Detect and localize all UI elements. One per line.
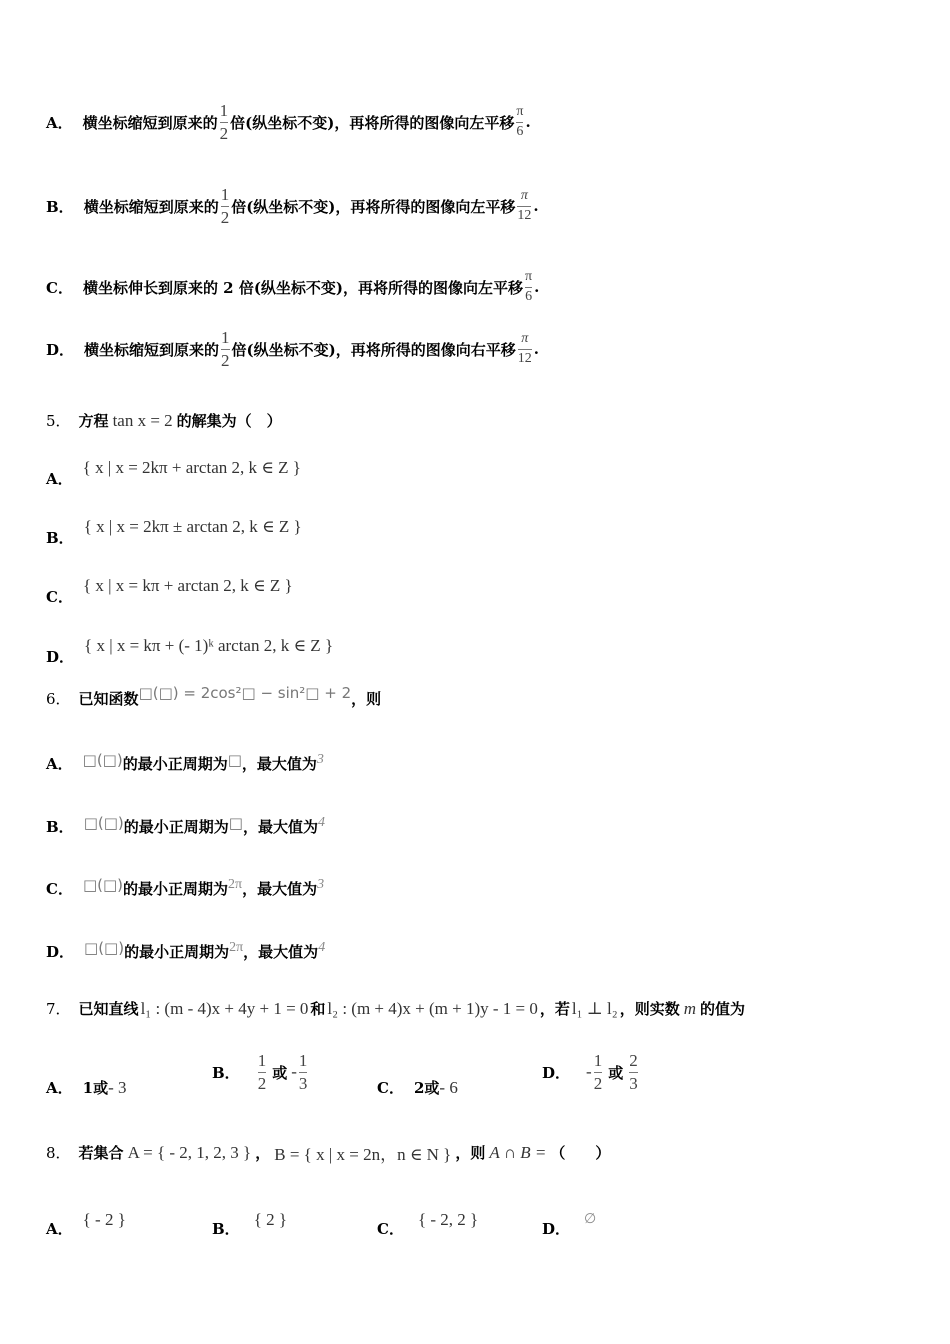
option-label: B． [212, 1220, 240, 1238]
q5-option-b [46, 505, 302, 548]
option-label: A． [46, 1220, 73, 1238]
set-expression: { x | x = kπ + (- 1)ᵏ arctan 2, k ∈ Z } [84, 635, 334, 655]
minus-sign: - [586, 1062, 592, 1082]
q7-option-c [377, 1077, 458, 1098]
fraction-half: $\frac{1}{2}$ [219, 101, 229, 143]
function-symbol: □(□) [82, 875, 124, 894]
function-symbol: □(□) [84, 938, 125, 957]
option-text: 的最小正周期为 [123, 818, 229, 836]
set-value: { 2 } [253, 1209, 288, 1229]
q6-option-b [46, 813, 325, 837]
answer-paren: （ ） [550, 1144, 611, 1162]
q5-stem [46, 410, 282, 431]
comma: ， [255, 1144, 271, 1162]
q7-option-b [212, 1052, 309, 1093]
q8-option-a [46, 1200, 126, 1239]
option-text: 横坐标缩短到原来的 [83, 197, 219, 216]
option-label: C． [46, 278, 73, 297]
option-text: 横坐标伸长到原来的 2 倍(纵坐标不变)，再将所得的图像向左平移 [82, 278, 524, 297]
option-label: D． [542, 1063, 571, 1082]
max-value: 4 [318, 939, 326, 955]
question-number: 5． [46, 412, 71, 430]
fraction-2: $\frac{1}{3}$ [298, 1051, 308, 1093]
or-text: 或 [93, 1079, 109, 1097]
option-label: B． [46, 529, 74, 547]
perpendicular-condition: l₁ ⊥ l₂ [571, 998, 618, 1018]
option-label: C． [46, 880, 73, 898]
period-mark: . [533, 340, 539, 359]
stem-text: 已知函数 [78, 690, 139, 708]
option-text-2: ，最大值为 [241, 755, 317, 773]
set-expression: { x | x = 2kπ + arctan 2, k ∈ Z } [82, 457, 301, 477]
q8-option-b [212, 1200, 287, 1239]
set-value: { - 2, 2 } [417, 1209, 479, 1229]
function-symbol: □(□) [83, 813, 124, 832]
period-mark: . [525, 113, 531, 132]
fraction-half: $\frac{1}{2}$ [220, 185, 230, 227]
fraction-1: $\frac{1}{2}$ [593, 1051, 603, 1093]
max-value: 3 [316, 751, 324, 767]
value-a: 2 [413, 1078, 425, 1097]
set-value: { - 2 } [82, 1209, 126, 1229]
q7-option-a [46, 1077, 127, 1098]
variable-m: m [683, 998, 697, 1018]
stem-text: 已知直线 [78, 1000, 139, 1018]
empty-set-symbol: ∅ [584, 1212, 597, 1227]
option-text: 的最小正周期为 [123, 880, 229, 898]
q5-option-c [46, 564, 293, 607]
period-value: □ [228, 813, 243, 832]
q6-option-a [46, 750, 324, 774]
option-text-2: ，最大值为 [242, 818, 318, 836]
stem-math: □(□) = 2cos²□ − sin²□ + 2 [138, 683, 352, 702]
option-text: 的最小正周期为 [122, 755, 228, 773]
period-value: 2π [228, 876, 243, 892]
q7-option-d [542, 1052, 640, 1093]
period-mark: . [533, 197, 539, 216]
or-text: 或 [424, 1079, 440, 1097]
stem-text-after: ，则 [455, 1144, 486, 1162]
option-text: 的最小正周期为 [124, 943, 230, 961]
option-label: D． [542, 1220, 571, 1238]
q4-option-a [46, 102, 531, 143]
option-text-2: ，最大值为 [242, 880, 318, 898]
option-label: D． [46, 943, 75, 961]
option-text-after: 倍(纵坐标不变)，再将所得的图像向左平移 [231, 197, 516, 216]
and-text: 和 [310, 1000, 326, 1018]
option-label: B． [46, 818, 74, 836]
or-text: 或 [608, 1063, 624, 1082]
fraction-shift: $\frac{\pi}{12}$ [517, 331, 532, 366]
option-label: A． [46, 1079, 73, 1097]
question-number: 7． [46, 1000, 71, 1018]
q6-stem [46, 683, 382, 709]
q8-option-d [542, 1200, 596, 1239]
value-b: - 3 [108, 1077, 127, 1097]
set-expression: { x | x = 2kπ ± arctan 2, k ∈ Z } [83, 516, 302, 536]
option-label: D． [46, 648, 75, 666]
option-text-after: 倍(纵坐标不变)，再将所得的图像向右平移 [231, 340, 516, 359]
q5-option-d [46, 624, 333, 667]
fraction-shift: $\frac{\pi}{6}$ [525, 269, 533, 304]
option-label: C． [377, 1079, 404, 1097]
or-text: 或 [272, 1063, 288, 1082]
stem-text-after: ，则实数 [619, 1000, 680, 1018]
q5-option-a [46, 446, 301, 489]
option-text: 横坐标缩短到原来的 [84, 340, 220, 359]
fraction-1: $\frac{1}{2}$ [257, 1051, 267, 1093]
function-symbol: □(□) [82, 750, 123, 769]
fraction-shift: $\frac{\pi}{12}$ [517, 188, 532, 223]
option-label: B． [46, 197, 74, 216]
option-label: C． [377, 1220, 404, 1238]
option-label: D． [46, 340, 75, 359]
q4-option-b [46, 186, 539, 227]
line-l2: l₂ : (m + 4)x + (m + 1)y - 1 = 0 [327, 998, 538, 1018]
q6-option-c [46, 875, 325, 899]
value-a: 1 [82, 1078, 94, 1097]
set-a: A = { - 2, 1, 2, 3 } [127, 1142, 252, 1162]
fraction-2: $\frac{2}{3}$ [629, 1051, 638, 1093]
option-label: C． [46, 588, 73, 606]
q6-option-d [46, 938, 326, 962]
option-label: A． [46, 470, 73, 488]
period-value: □ [227, 750, 242, 769]
period-value: 2π [229, 939, 244, 955]
stem-math: tan x = 2 [112, 410, 173, 430]
period-mark: . [534, 278, 540, 297]
cond-prefix: ，若 [539, 1000, 570, 1018]
max-value: 3 [317, 876, 325, 892]
option-label: A． [46, 755, 73, 773]
stem-end: 的值为 [700, 1000, 746, 1018]
option-text: 横坐标缩短到原来的 [82, 113, 218, 132]
option-label: A． [46, 113, 73, 132]
stem-text-after: 的解集为（ ） [176, 412, 282, 430]
q4-option-d [46, 329, 539, 370]
q4-option-c [46, 270, 539, 304]
question-number: 6． [46, 690, 71, 708]
stem-text: 方程 [78, 412, 109, 430]
option-label: B． [212, 1063, 240, 1082]
max-value: 4 [317, 814, 325, 830]
q7-stem [46, 998, 745, 1019]
option-text-2: ，最大值为 [243, 943, 319, 961]
fraction-shift: $\frac{\pi}{6}$ [516, 104, 524, 139]
set-b: B = { x | x = 2n，n ∈ N } [274, 1145, 452, 1164]
intersection-expression: A ∩ B = [489, 1142, 547, 1162]
q8-stem [46, 1140, 610, 1165]
question-number: 8． [46, 1144, 71, 1162]
q8-option-c [377, 1200, 478, 1239]
stem-text-after: ，则 [351, 690, 382, 708]
option-text-after: 倍(纵坐标不变)，再将所得的图像向左平移 [230, 113, 515, 132]
minus-sign: - [291, 1062, 297, 1082]
value-b: - 6 [439, 1077, 458, 1097]
fraction-half: $\frac{1}{2}$ [221, 328, 230, 370]
set-expression: { x | x = kπ + arctan 2, k ∈ Z } [82, 575, 293, 595]
line-l1: l₁ : (m - 4)x + 4y + 1 = 0 [140, 998, 309, 1018]
stem-text: 若集合 [78, 1144, 124, 1162]
